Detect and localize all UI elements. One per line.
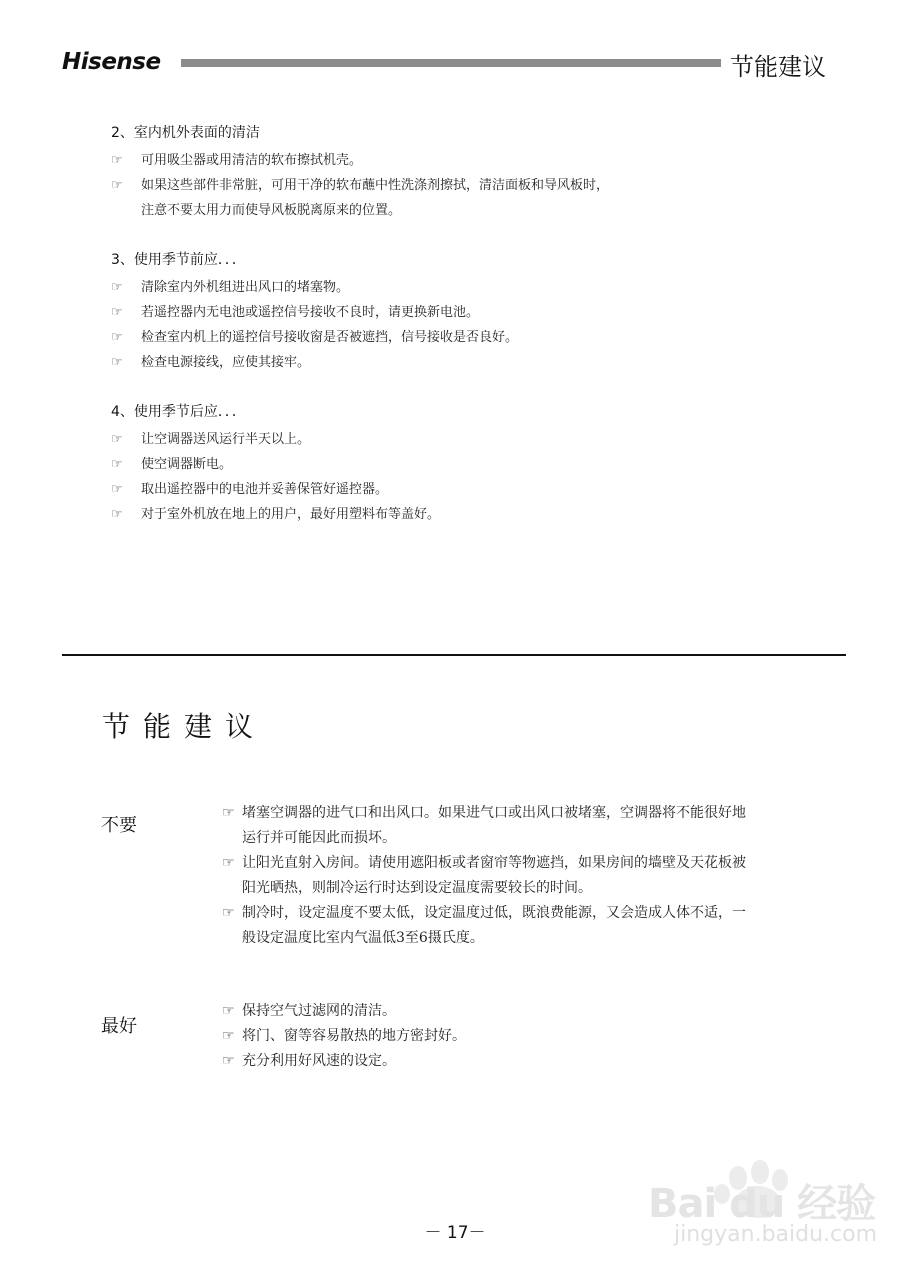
section-after-season [111, 401, 440, 527]
item-text: 堵塞空调器的进气口和出风口。如果进气口或出风口被堵塞，空调器将不能很好地 [242, 805, 746, 821]
list-item [222, 901, 822, 951]
pointing-hand-icon: ☞ [111, 153, 123, 168]
dont-list [222, 801, 822, 951]
pointing-hand-icon: ☞ [222, 1003, 235, 1019]
page-number: － 17－ [424, 1223, 486, 1243]
section-title: 4、使用季节后应．．． [111, 404, 246, 420]
section-divider [62, 654, 846, 656]
item-text-continued: 运行并可能因此而损坏。 [242, 830, 396, 846]
list-item [111, 452, 440, 477]
pointing-hand-icon: ☞ [111, 432, 123, 447]
item-text: 如果这些部件非常脏，可用干净的软布蘸中性洗涤剂擦拭，清洁面板和导风板时， [141, 178, 610, 193]
list-item [222, 851, 822, 901]
item-text: 让空调器送风运行半天以上。 [141, 432, 311, 447]
list-item [111, 275, 518, 300]
item-text-continued: 阳光晒热，则制冷运行时达到设定温度需要较长的时间。 [242, 880, 592, 896]
item-text: 对于室外机放在地上的用户，最好用塑料布等盖好。 [141, 507, 441, 522]
item-text: 取出遥控器中的电池并妥善保管好遥控器。 [141, 482, 389, 497]
list-item [222, 999, 822, 1024]
list-item [111, 148, 609, 173]
list-item [111, 427, 440, 452]
list-item [111, 502, 440, 527]
brand-logo: Hisense [62, 49, 161, 75]
item-text: 清除室内外机组进出风口的堵塞物。 [141, 280, 350, 295]
item-text-continued: 注意不要太用力而使导风板脱离原来的位置。 [141, 203, 402, 218]
header-bar [181, 59, 721, 67]
item-text: 将门、窗等容易散热的地方密封好。 [242, 1028, 466, 1044]
section-title: 3、使用季节前应．．． [111, 252, 246, 268]
item-text-continued: 般设定温度比室内气温低3至6摄氏度。 [242, 930, 484, 946]
item-text: 使空调器断电。 [141, 457, 233, 472]
list-item [111, 350, 518, 375]
pointing-hand-icon: ☞ [111, 355, 123, 370]
section-before-season [111, 249, 518, 375]
dont-label: 不要 [101, 815, 137, 836]
section-cleaning-exterior [111, 122, 609, 223]
list-item [111, 300, 518, 325]
list-item [222, 1024, 822, 1049]
watermark-brand: Bai du 经验 [648, 1181, 876, 1227]
item-text: 可用吸尘器或用清洁的软布擦拭机壳。 [141, 153, 363, 168]
pointing-hand-icon: ☞ [111, 330, 123, 345]
list-item [111, 325, 518, 350]
pointing-hand-icon: ☞ [111, 457, 123, 472]
page-title: 节能建议 [102, 710, 267, 743]
list-item [222, 801, 822, 851]
pointing-hand-icon: ☞ [222, 855, 235, 871]
pointing-hand-icon: ☞ [111, 305, 123, 320]
item-text: 保持空气过滤网的清洁。 [242, 1003, 396, 1019]
list-item [111, 173, 609, 223]
pointing-hand-icon: ☞ [111, 507, 123, 522]
item-text: 充分利用好风速的设定。 [242, 1053, 396, 1069]
item-text: 让阳光直射入房间。请使用遮阳板或者窗帘等物遮挡，如果房间的墙壁及天花板被 [242, 855, 746, 871]
list-item [222, 1049, 822, 1074]
pointing-hand-icon: ☞ [222, 905, 235, 921]
best-label: 最好 [101, 1016, 137, 1037]
item-text: 制冷时，设定温度不要太低，设定温度过低，既浪费能源，又会造成人体不适，一 [242, 905, 746, 921]
item-text: 检查室内机上的遥控信号接收窗是否被遮挡，信号接收是否良好。 [141, 330, 519, 345]
item-text: 若遥控器内无电池或遥控信号接收不良时，请更换新电池。 [141, 305, 480, 320]
list-item [111, 477, 440, 502]
watermark-url: jingyan.baidu.com [674, 1222, 878, 1247]
item-text: 检查电源接线，应使其接牢。 [141, 355, 311, 370]
pointing-hand-icon: ☞ [222, 1028, 235, 1044]
header-title: 节能建议 [730, 53, 826, 81]
best-list [222, 999, 822, 1074]
pointing-hand-icon: ☞ [111, 280, 123, 295]
section-title: 2、室内机外表面的清洁 [111, 125, 260, 141]
pointing-hand-icon: ☞ [111, 178, 123, 193]
pointing-hand-icon: ☞ [111, 482, 123, 497]
pointing-hand-icon: ☞ [222, 805, 235, 821]
pointing-hand-icon: ☞ [222, 1053, 235, 1069]
